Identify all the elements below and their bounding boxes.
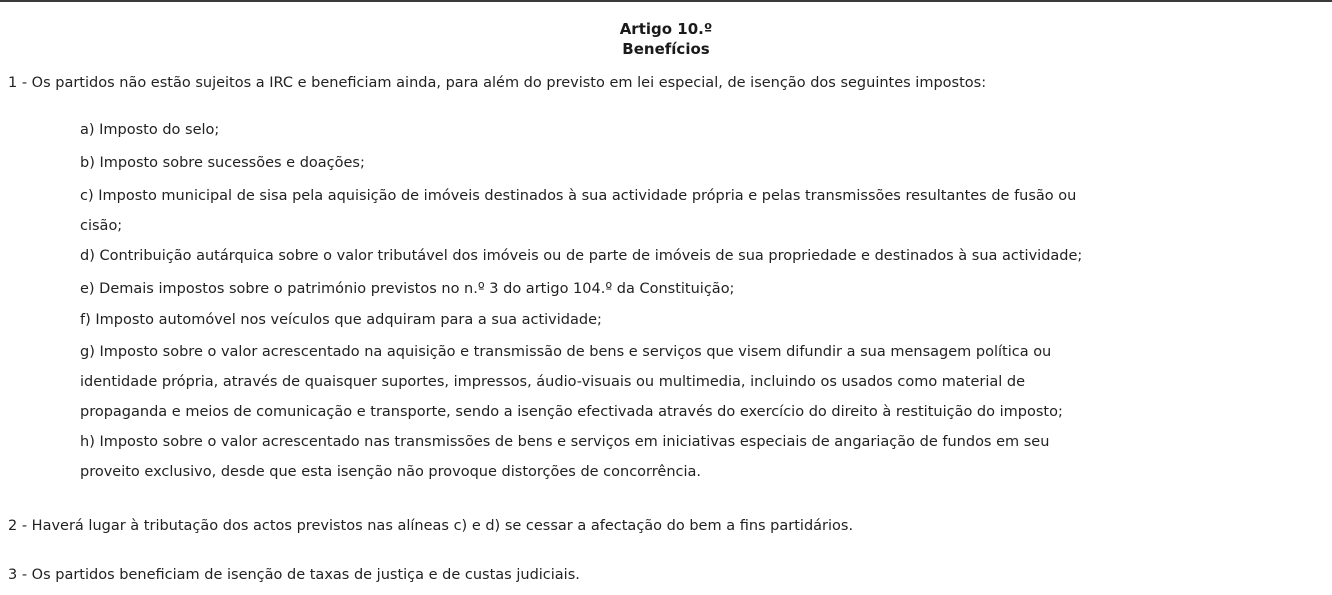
- item-a: a) Imposto do selo;: [80, 122, 220, 138]
- article-heading: Artigo 10.º: [619, 20, 713, 38]
- paragraph-2: 2 - Haverá lugar à tributação dos actos previstos nas alíneas c) e d) se cessar a afectação do bem a fins partidários.: [8, 518, 854, 534]
- paragraph-3: 3 - Os partidos beneficiam de isenção de taxas de justiça e de custas judiciais.: [8, 567, 580, 583]
- item-f: f) Imposto automóvel nos veículos que adquiram para a sua actividade;: [80, 312, 602, 328]
- item-h-line-1: h) Imposto sobre o valor acrescentado nas transmissões de bens e serviços em iniciativas especiais de angariação de fundos em seu: [80, 434, 1050, 450]
- item-d: d) Contribuição autárquica sobre o valor tributável dos imóveis ou de parte de imóveis de sua propriedade e destinados à sua actividade;: [80, 248, 1083, 264]
- item-g-line-1: g) Imposto sobre o valor acrescentado na aquisição e transmissão de bens e serviços que visem difundir a sua mensagem política ou: [80, 344, 1052, 360]
- item-h-line-2: proveito exclusivo, desde que esta isenção não provoque distorções de concorrência.: [80, 464, 702, 480]
- item-g-line-3: propaganda e meios de comunicação e transporte, sendo a isenção efectivada através do exercício do direito à restituição do imposto;: [80, 404, 1063, 420]
- item-c-line-1: c) Imposto municipal de sisa pela aquisição de imóveis destinados à sua actividade própria e pelas transmissões resultantes de fusão ou: [80, 188, 1077, 204]
- item-c-line-2: cisão;: [80, 218, 123, 234]
- item-e: e) Demais impostos sobre o património previstos no n.º 3 do artigo 104.º da Constituição;: [80, 281, 735, 297]
- top-border-line: [0, 0, 1332, 2]
- item-g-line-2: identidade própria, através de quaisquer suportes, impressos, áudio-visuais ou multimedia, incluindo os usados como material de: [80, 374, 1026, 390]
- article-subheading: Benefícios: [622, 40, 710, 58]
- paragraph-1: 1 - Os partidos não estão sujeitos a IRC e beneficiam ainda, para além do previsto em lei especial, de isenção dos seguintes impostos:: [8, 75, 987, 91]
- item-b: b) Imposto sobre sucessões e doações;: [80, 155, 365, 171]
